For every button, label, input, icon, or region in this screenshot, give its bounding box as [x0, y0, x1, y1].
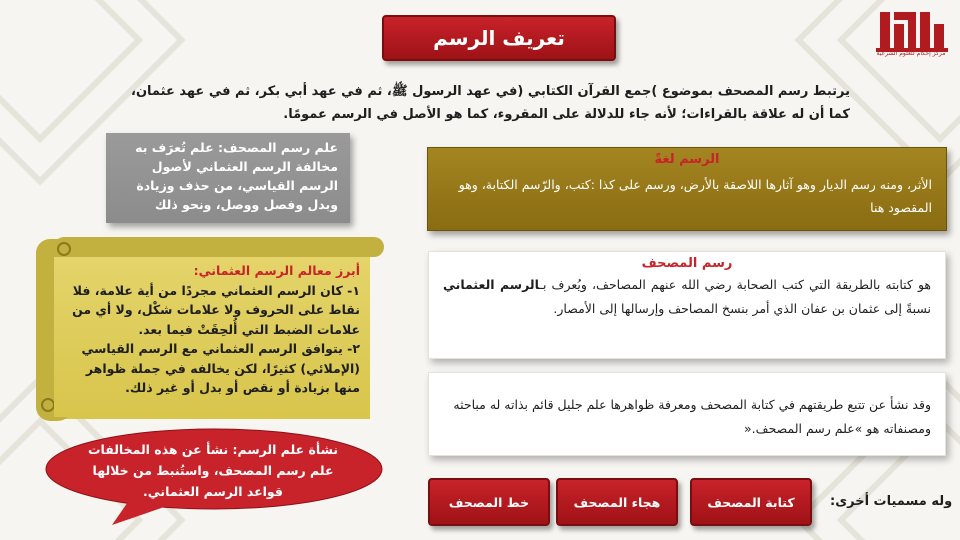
hija-mushaf-button[interactable]: هجاء المصحف	[556, 478, 678, 526]
kitabat-mushaf-button[interactable]: كتابة المصحف	[690, 478, 812, 526]
khatt-mushaf-button[interactable]: خط المصحف	[428, 478, 550, 526]
rasm-mushaf-heading: رسم المصحف	[641, 256, 733, 271]
rasm-mushaf-text-after: نسبةً إلى عثمان بن عفان الذي أمر بنسخ المصاحف وإرسالها إلى الأمصار.	[553, 301, 931, 316]
rasm-mushaf-text	[443, 273, 931, 321]
rasm-mushaf-card	[428, 251, 946, 359]
rasm-mushaf-bold: الرسم العثماني	[443, 277, 540, 292]
ilm-definition-card	[106, 133, 350, 223]
nasha-card: وقد نشأ عن تتبع طريقتهم في كتابة المصحف ومعرفة ظواهرها علم جليل قائم بذاته له مباحثه ومصنفاته هو »علم رسم المصحف.«	[428, 372, 946, 456]
slide-title: تعريف الرسم	[382, 15, 616, 61]
ilm-definition-caption: علم رسم المصحف:	[217, 140, 338, 155]
rasm-mushaf-text-before: هو كتابته بالطريقة التي كتب الصحابة رضي الله عنهم المصاحف، ويُعرف بـ	[539, 277, 931, 292]
other-names-label: وله مسميات أخرى:	[830, 494, 953, 509]
features-point-1: ١- كان الرسم العثماني مجردًا من أية علامة، فلا نقاط على الحروف ولا علامات شكْل، ولا أي من علامات الضبط التي أُلحِقَتْ فيما بعد.	[72, 282, 360, 337]
rasm-lugha-text: الأثر، ومنه رسم الديار وهو آثارها اللاصقة بالأرض، ورسم على كذا :كتب، والرّسم الكتابة، وهو المقصود هنا	[458, 177, 932, 215]
origin-bubble-caption: نشأة علم الرسم:	[232, 442, 339, 457]
origin-bubble	[20, 427, 386, 527]
intro-paragraph: يرتبط رسم المصحف بموضوع )جمع القرآن الكتابي (في عهد الرسول ﷺ، ثم في عهد أبي بكر، ثم في عهد عثمان، كما أن له علاقة بالقراءات؛ لأنه جاء للدلالة على المقروء، كما هو الأصل في الرسم عمومًا.	[131, 84, 850, 122]
features-point-2: ٢- يتوافق الرسم العثماني مع الرسم القياسي (الإملائي) كثيرًا، لكن يخالفه في جملة ظواهر منها بزيادة أو نقص أو بدل أو غير ذلك.	[81, 341, 360, 395]
origin-bubble-text	[78, 439, 348, 502]
rasm-lugha-card	[427, 147, 947, 231]
logo-subtitle: مركز إحكام للعلوم الشرعية	[876, 50, 946, 57]
features-scroll	[26, 233, 386, 425]
features-content	[54, 257, 370, 417]
rasm-lugha-heading: الرسم لغةً	[654, 152, 720, 167]
features-heading: أبرز معالم الرسم العثماني:	[193, 263, 360, 278]
origin-bubble-body: نشأ عن هذه المخالفات علم رسم المصحف، واستُنبط من خلالها قواعد الرسم العثماني.	[87, 442, 334, 499]
ihkam-logo	[872, 6, 950, 70]
ilm-definition-text: علم تُعرَف به مخالفة الرسم العثماني لأصول الرسم القياسي، من حذف وزيادة وبدل وفصل ووصل، ونحو ذلك	[135, 140, 338, 212]
